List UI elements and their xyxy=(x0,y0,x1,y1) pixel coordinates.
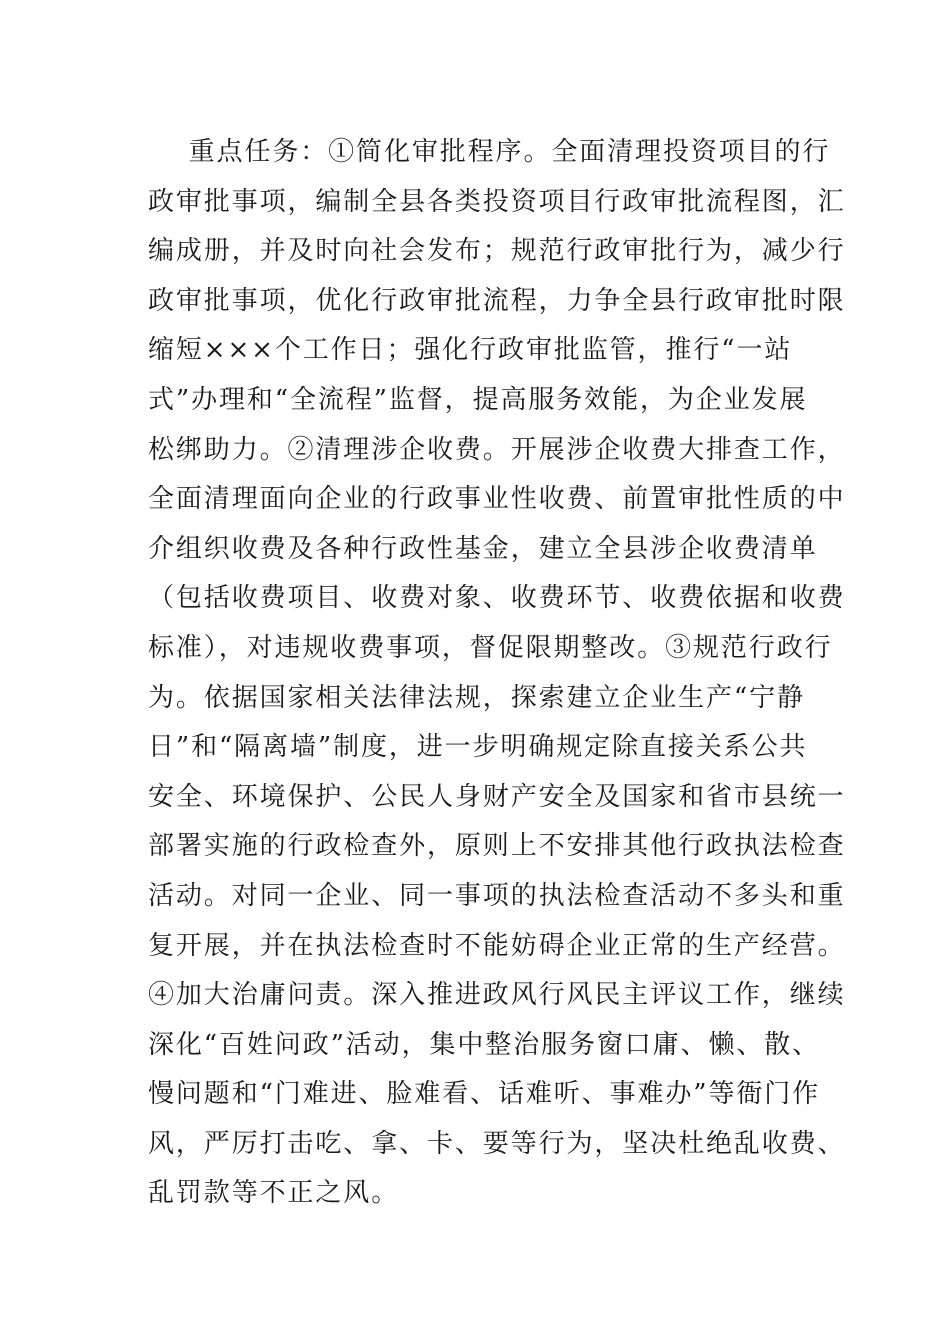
text-line: 日”和“隔离墙”制度，进一步明确规定除直接关系公共 xyxy=(148,732,808,763)
text-line: 复开展，并在执法检查时不能妨碍企业正常的生产经营。 xyxy=(148,930,846,961)
text-line: ④加大治庸问责。深入推进政风行风民主评议工作，继续 xyxy=(148,980,846,1011)
text-line: 标准），对违规收费事项，督促限期整改。③规范行政行 xyxy=(148,632,833,663)
text-line: 缩短×××个工作日；强化行政审批监管，推行“一站 xyxy=(148,335,793,366)
text-line: 重点任务：①简化审批程序。全面清理投资项目的行 xyxy=(148,137,831,167)
text-line: 乱罚款等不正之风。 xyxy=(148,1178,400,1209)
text-line: 政审批事项，编制全县各类投资项目行政审批流程图，汇 xyxy=(148,186,846,217)
text-line: 深化“百姓问政”活动，集中整治服务窗口庸、懒、散、 xyxy=(148,1029,821,1060)
text-line: 政审批事项，优化行政审批流程，力争全县行政审批时限 xyxy=(148,285,846,316)
text-line: 活动。对同一企业、同一事项的执法检查活动不多头和重 xyxy=(148,880,846,911)
text-line: 风，严厉打击吃、拿、卡、要等行为，坚决杜绝乱收费、 xyxy=(148,1128,846,1159)
text-line: 式”办理和“全流程”监督，提高服务效能，为企业发展 xyxy=(148,384,808,415)
text-line: 介组织收费及各种行政性基金，建立全县涉企收费清单 xyxy=(148,533,818,564)
text-line: 为。依据国家相关法律法规，探索建立企业生产“宁静 xyxy=(148,682,805,713)
text-line: 松绑助力。②清理涉企收费。开展涉企收费大排查工作， xyxy=(148,434,846,465)
text-line: 安全、环境保护、公民人身财产安全及国家和省市县统一 xyxy=(148,781,846,812)
text-line: 慢问题和“门难进、脸难看、话难听、事难办”等衙门作 xyxy=(148,1079,821,1110)
text-line: 编成册，并及时向社会发布；规范行政审批行为，减少行 xyxy=(148,236,846,267)
body-paragraph xyxy=(148,128,846,1219)
text-line: 全面清理面向企业的行政事业性收费、前置审批性质的中 xyxy=(148,484,846,515)
text-line: （包括收费项目、收费对象、收费环节、收费依据和收费 xyxy=(148,583,846,614)
text-line: 部署实施的行政检查外，原则上不安排其他行政执法检查 xyxy=(148,831,846,862)
